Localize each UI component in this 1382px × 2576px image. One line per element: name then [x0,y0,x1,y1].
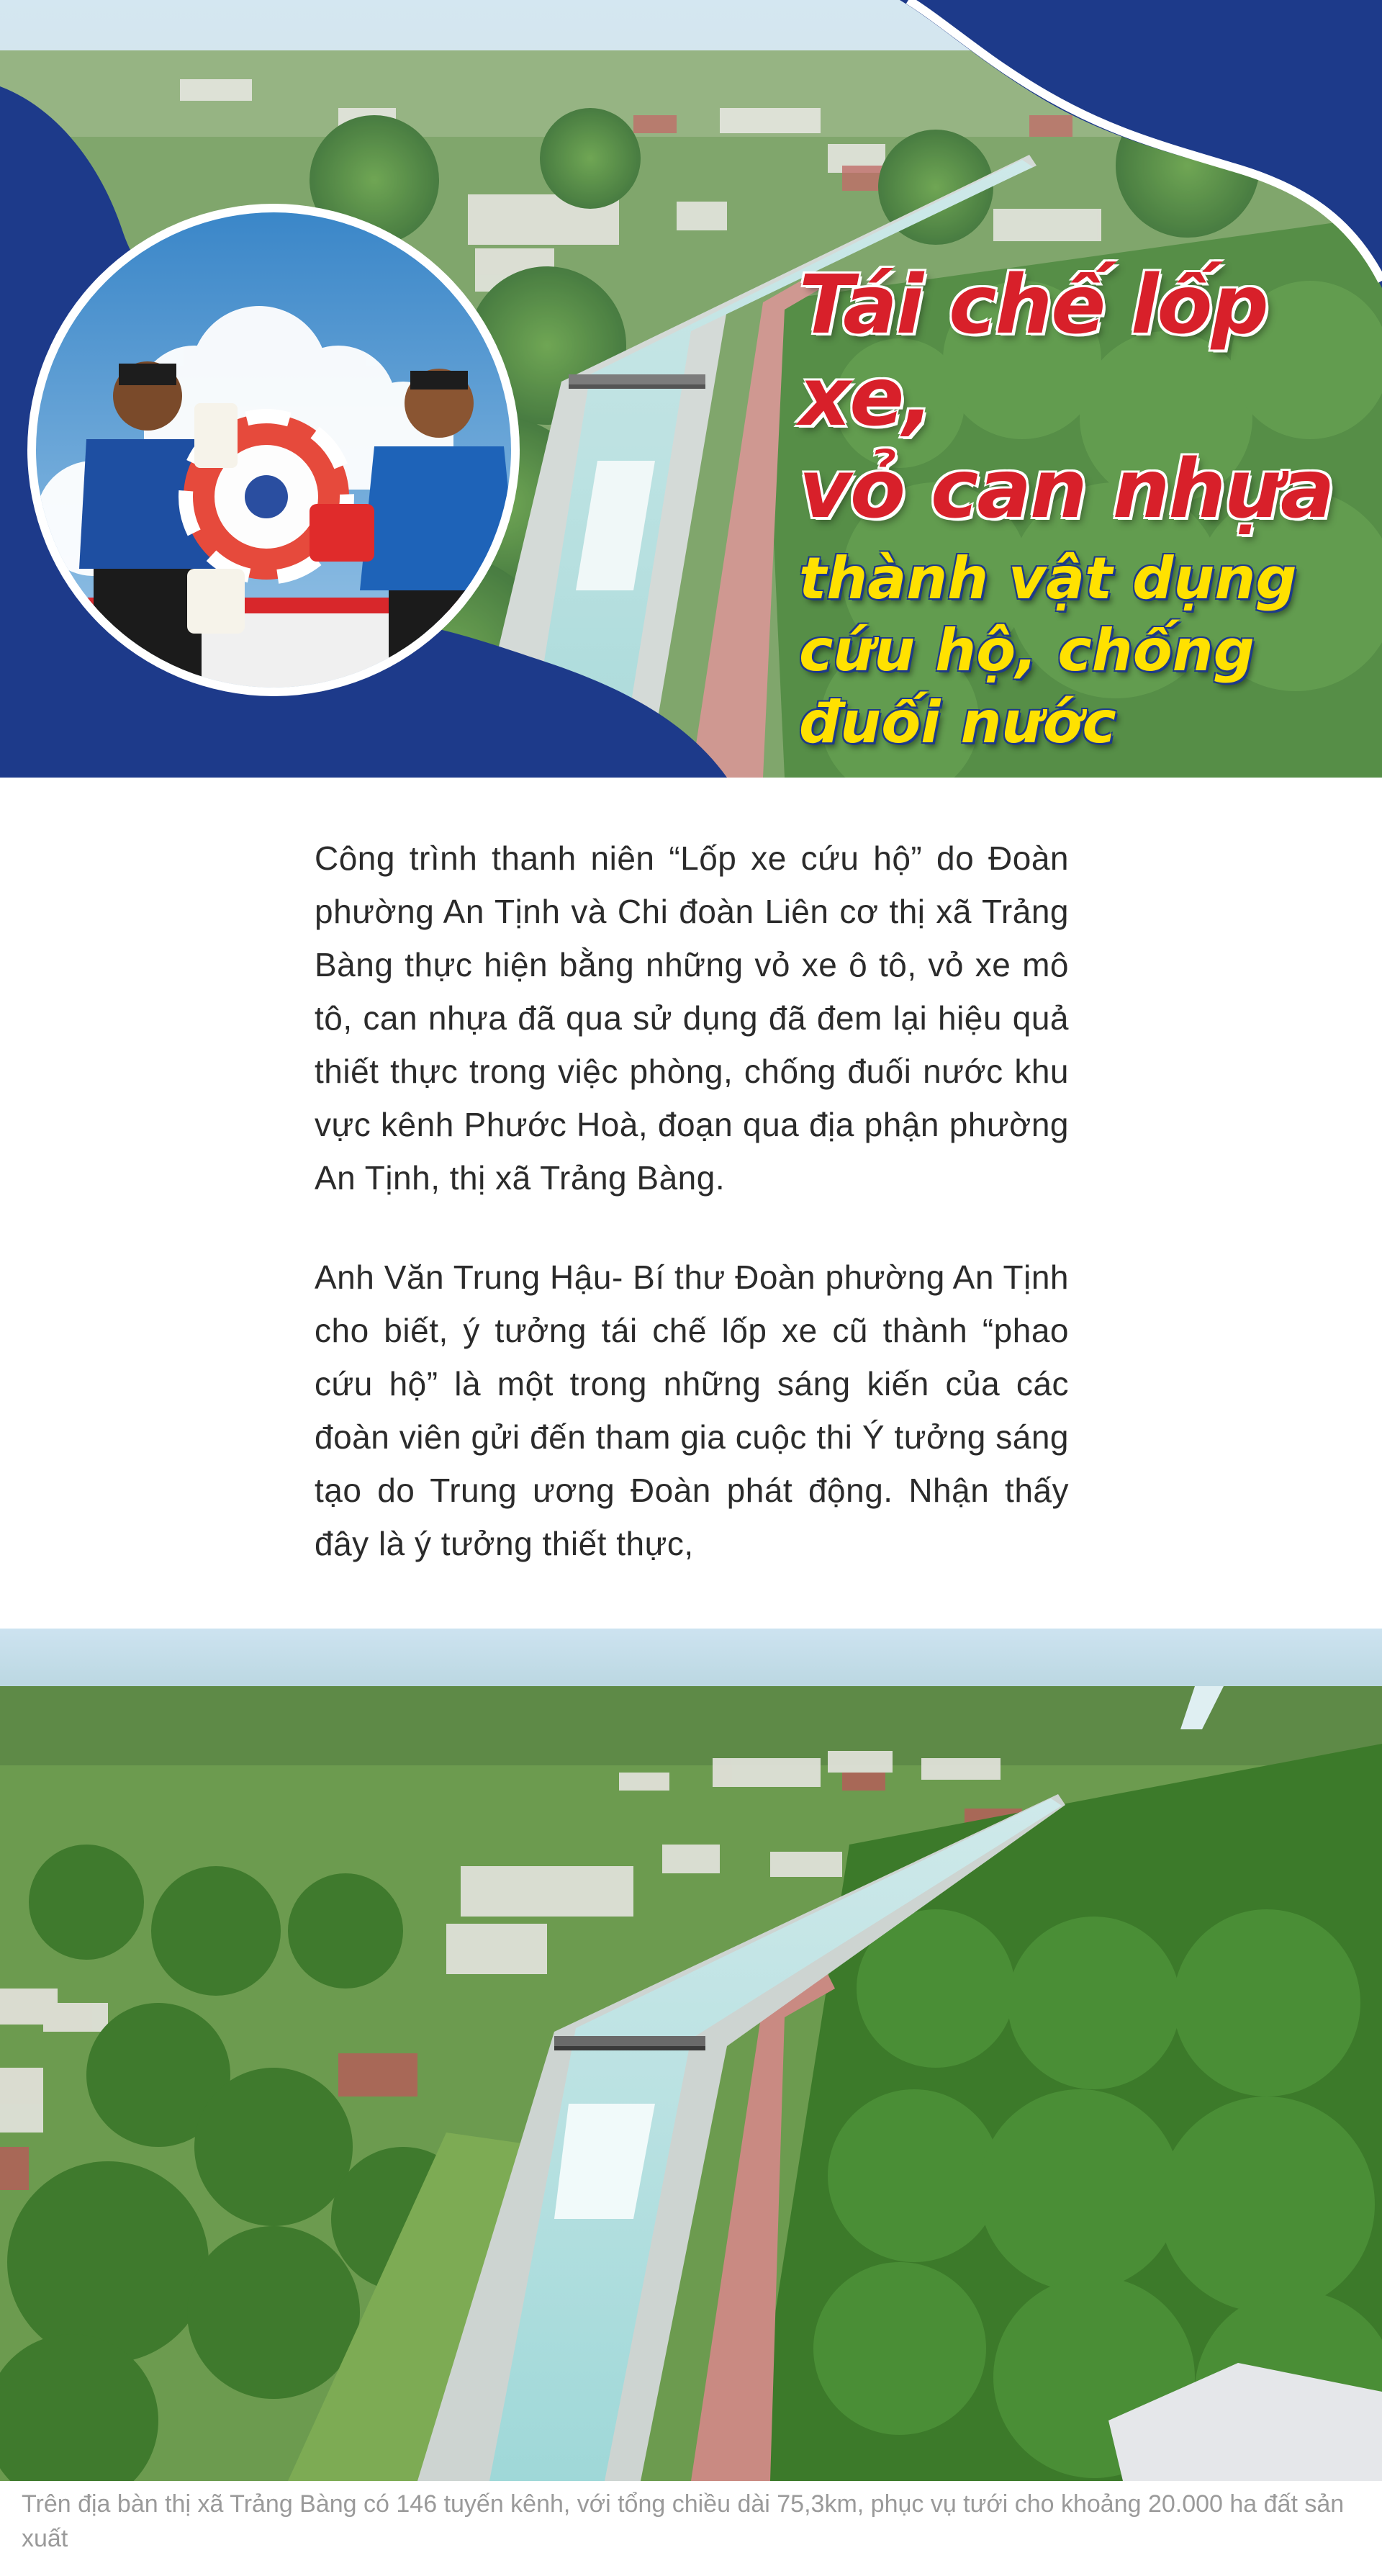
photo-caption-bar [0,2481,1382,2576]
title-main [799,259,1368,536]
title-line-2: vỏ can nhựa [799,443,1334,536]
subtitle-line-2: cứu hộ, chống [799,617,1255,684]
photo-caption: Trên địa bàn thị xã Trảng Bàng có 146 tuyến kênh, với tổng chiều dài 75,3km, phục vụ tưới cho khoảng 20.000 ha đất sản xuất [22,2490,1345,2552]
hero-banner [0,0,1382,778]
article-paragraph-2: Anh Văn Trung Hậu- Bí thư Đoàn phường An Tịnh cho biết, ý tưởng tái chế lốp xe cũ thành “phao cứu hộ” là một trong những sáng kiến của các đoàn viên gửi đến tham gia cuộc thi Ý tưởng sáng tạo do Trung ương Đoàn phát động. Nhận thấy đây là ý tưởng thiết thực, [315,1258,1069,1562]
article-paragraph-1: Công trình thanh niên “Lốp xe cứu hộ” do Đoàn phường An Tịnh và Chi đoàn Liên cơ thị xã Trảng Bàng thực hiện bằng những vỏ xe ô tô, vỏ xe mô tô, can nhựa đã qua sử dụng đã đem lại hiệu quả thiết thực trong việc phòng, chống đuối nước khu vực kênh Phước Hoà, đoạn qua địa phận phường An Tịnh, thị xã Trảng Bàng. [315,839,1069,1197]
canal-aerial-photo [0,1629,1382,2481]
subtitle-line-3: đuối nước [799,689,1116,756]
title-line-1: Tái chế lốp xe, [799,258,1268,444]
article-title [799,259,1368,759]
article-body [315,832,1069,1616]
title-subtitle [799,543,1368,759]
subtitle-line-1: thành vật dụng [799,545,1297,612]
